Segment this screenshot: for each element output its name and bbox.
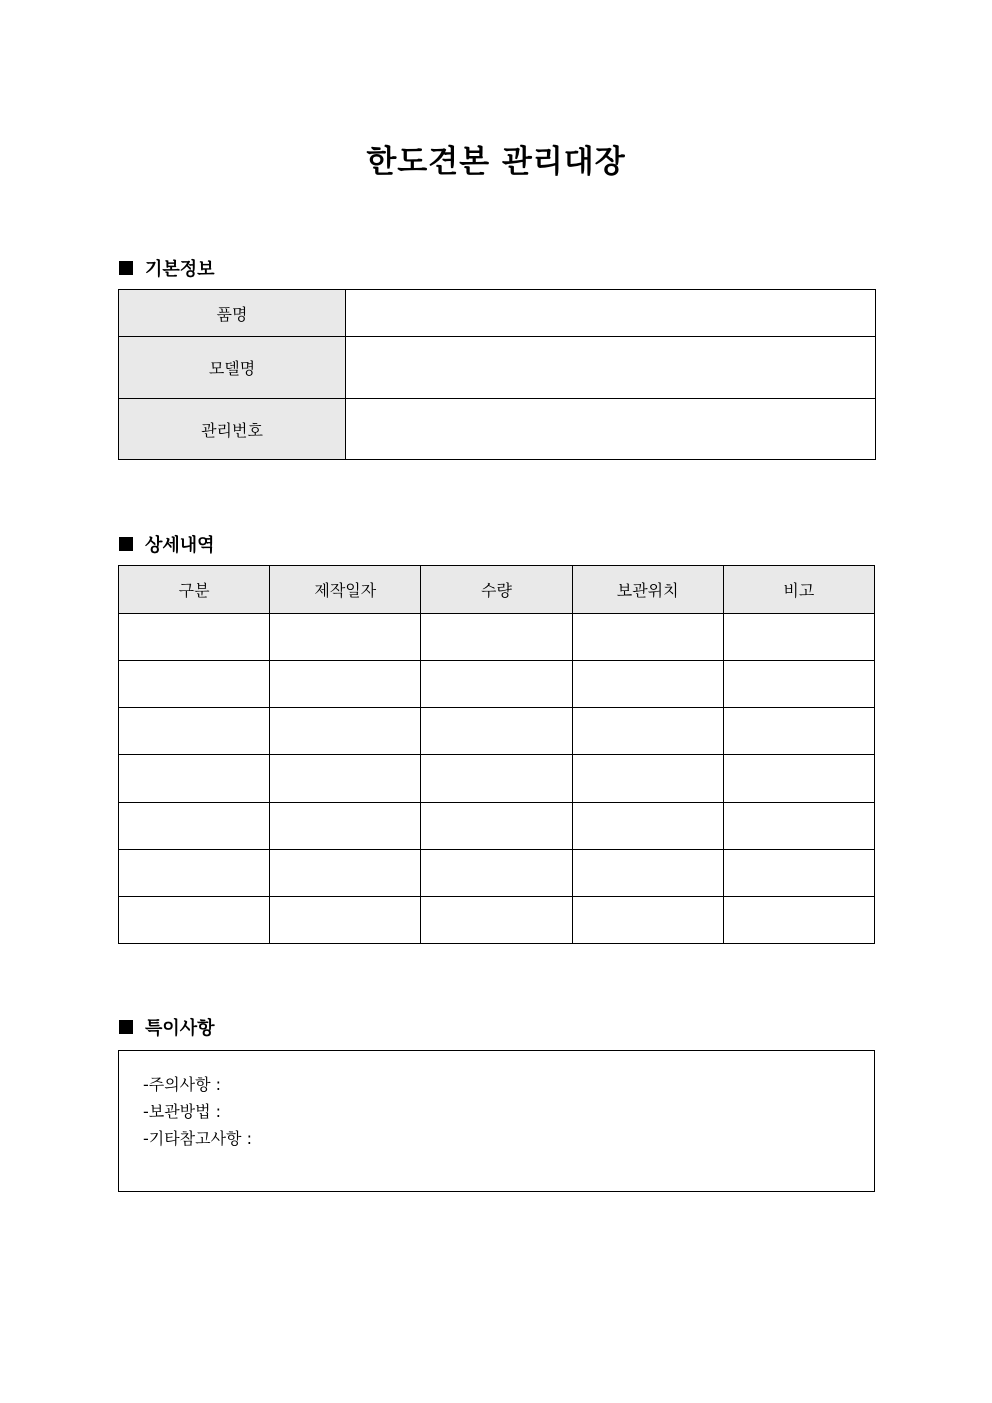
section-heading-label: 상세내역 xyxy=(145,535,215,556)
column-header-remarks: 비고 xyxy=(723,566,874,614)
table-cell[interactable] xyxy=(723,661,874,708)
table-cell[interactable] xyxy=(270,850,421,897)
table-row xyxy=(119,337,876,399)
table-cell[interactable] xyxy=(572,803,723,850)
section-heading-label: 기본정보 xyxy=(145,259,215,280)
basic-info-table xyxy=(118,289,876,460)
table-cell[interactable] xyxy=(119,614,270,661)
document-title: 한도견본 관리대장 xyxy=(366,144,626,180)
table-cell[interactable] xyxy=(119,755,270,803)
value-cell-product-name[interactable] xyxy=(346,290,876,337)
section-heading-detail xyxy=(119,531,215,557)
square-bullet-icon xyxy=(119,1020,133,1034)
square-bullet-icon xyxy=(119,261,133,275)
table-cell[interactable] xyxy=(270,661,421,708)
table-cell[interactable] xyxy=(572,661,723,708)
table-cell[interactable] xyxy=(270,708,421,755)
label-cell-model-name: 모델명 xyxy=(119,337,346,399)
note-storage-method: -보관방법 : xyxy=(143,1102,222,1121)
square-bullet-icon xyxy=(119,537,133,551)
table-cell[interactable] xyxy=(723,850,874,897)
table-row xyxy=(119,708,875,755)
column-header-storage-location: 보관위치 xyxy=(572,566,723,614)
detail-table xyxy=(118,565,875,944)
table-row xyxy=(119,803,875,850)
section-heading-basic xyxy=(119,255,215,281)
note-other-reference: -기타참고사항 : xyxy=(143,1129,252,1148)
table-cell[interactable] xyxy=(119,850,270,897)
table-cell[interactable] xyxy=(119,803,270,850)
notes-box[interactable] xyxy=(118,1050,875,1192)
table-row xyxy=(119,399,876,460)
table-cell[interactable] xyxy=(421,850,572,897)
value-cell-management-number[interactable] xyxy=(346,399,876,460)
table-cell[interactable] xyxy=(723,897,874,944)
table-cell[interactable] xyxy=(572,614,723,661)
column-header-quantity: 수량 xyxy=(421,566,572,614)
table-cell[interactable] xyxy=(119,708,270,755)
table-row xyxy=(119,661,875,708)
table-row xyxy=(119,755,875,803)
table-row xyxy=(119,897,875,944)
column-header-production-date: 제작일자 xyxy=(270,566,421,614)
table-header-row xyxy=(119,566,875,614)
table-cell[interactable] xyxy=(421,755,572,803)
table-cell[interactable] xyxy=(270,614,421,661)
table-cell[interactable] xyxy=(572,708,723,755)
value-cell-model-name[interactable] xyxy=(346,337,876,399)
table-cell[interactable] xyxy=(270,755,421,803)
column-header-category: 구분 xyxy=(119,566,270,614)
table-cell[interactable] xyxy=(723,755,874,803)
table-cell[interactable] xyxy=(572,850,723,897)
table-cell[interactable] xyxy=(119,661,270,708)
table-cell[interactable] xyxy=(421,661,572,708)
table-cell[interactable] xyxy=(270,897,421,944)
table-cell[interactable] xyxy=(723,803,874,850)
table-cell[interactable] xyxy=(119,897,270,944)
table-cell[interactable] xyxy=(421,708,572,755)
note-caution: -주의사항 : xyxy=(143,1075,222,1094)
table-cell[interactable] xyxy=(572,897,723,944)
table-cell[interactable] xyxy=(421,803,572,850)
label-cell-product-name: 품명 xyxy=(119,290,346,337)
label-cell-management-number: 관리번호 xyxy=(119,399,346,460)
section-heading-notes xyxy=(119,1014,215,1040)
table-cell[interactable] xyxy=(572,755,723,803)
table-cell[interactable] xyxy=(270,803,421,850)
table-cell[interactable] xyxy=(421,614,572,661)
table-cell[interactable] xyxy=(723,614,874,661)
section-heading-label: 특이사항 xyxy=(145,1018,215,1039)
table-cell[interactable] xyxy=(723,708,874,755)
table-row xyxy=(119,290,876,337)
table-row xyxy=(119,614,875,661)
table-cell[interactable] xyxy=(421,897,572,944)
table-row xyxy=(119,850,875,897)
